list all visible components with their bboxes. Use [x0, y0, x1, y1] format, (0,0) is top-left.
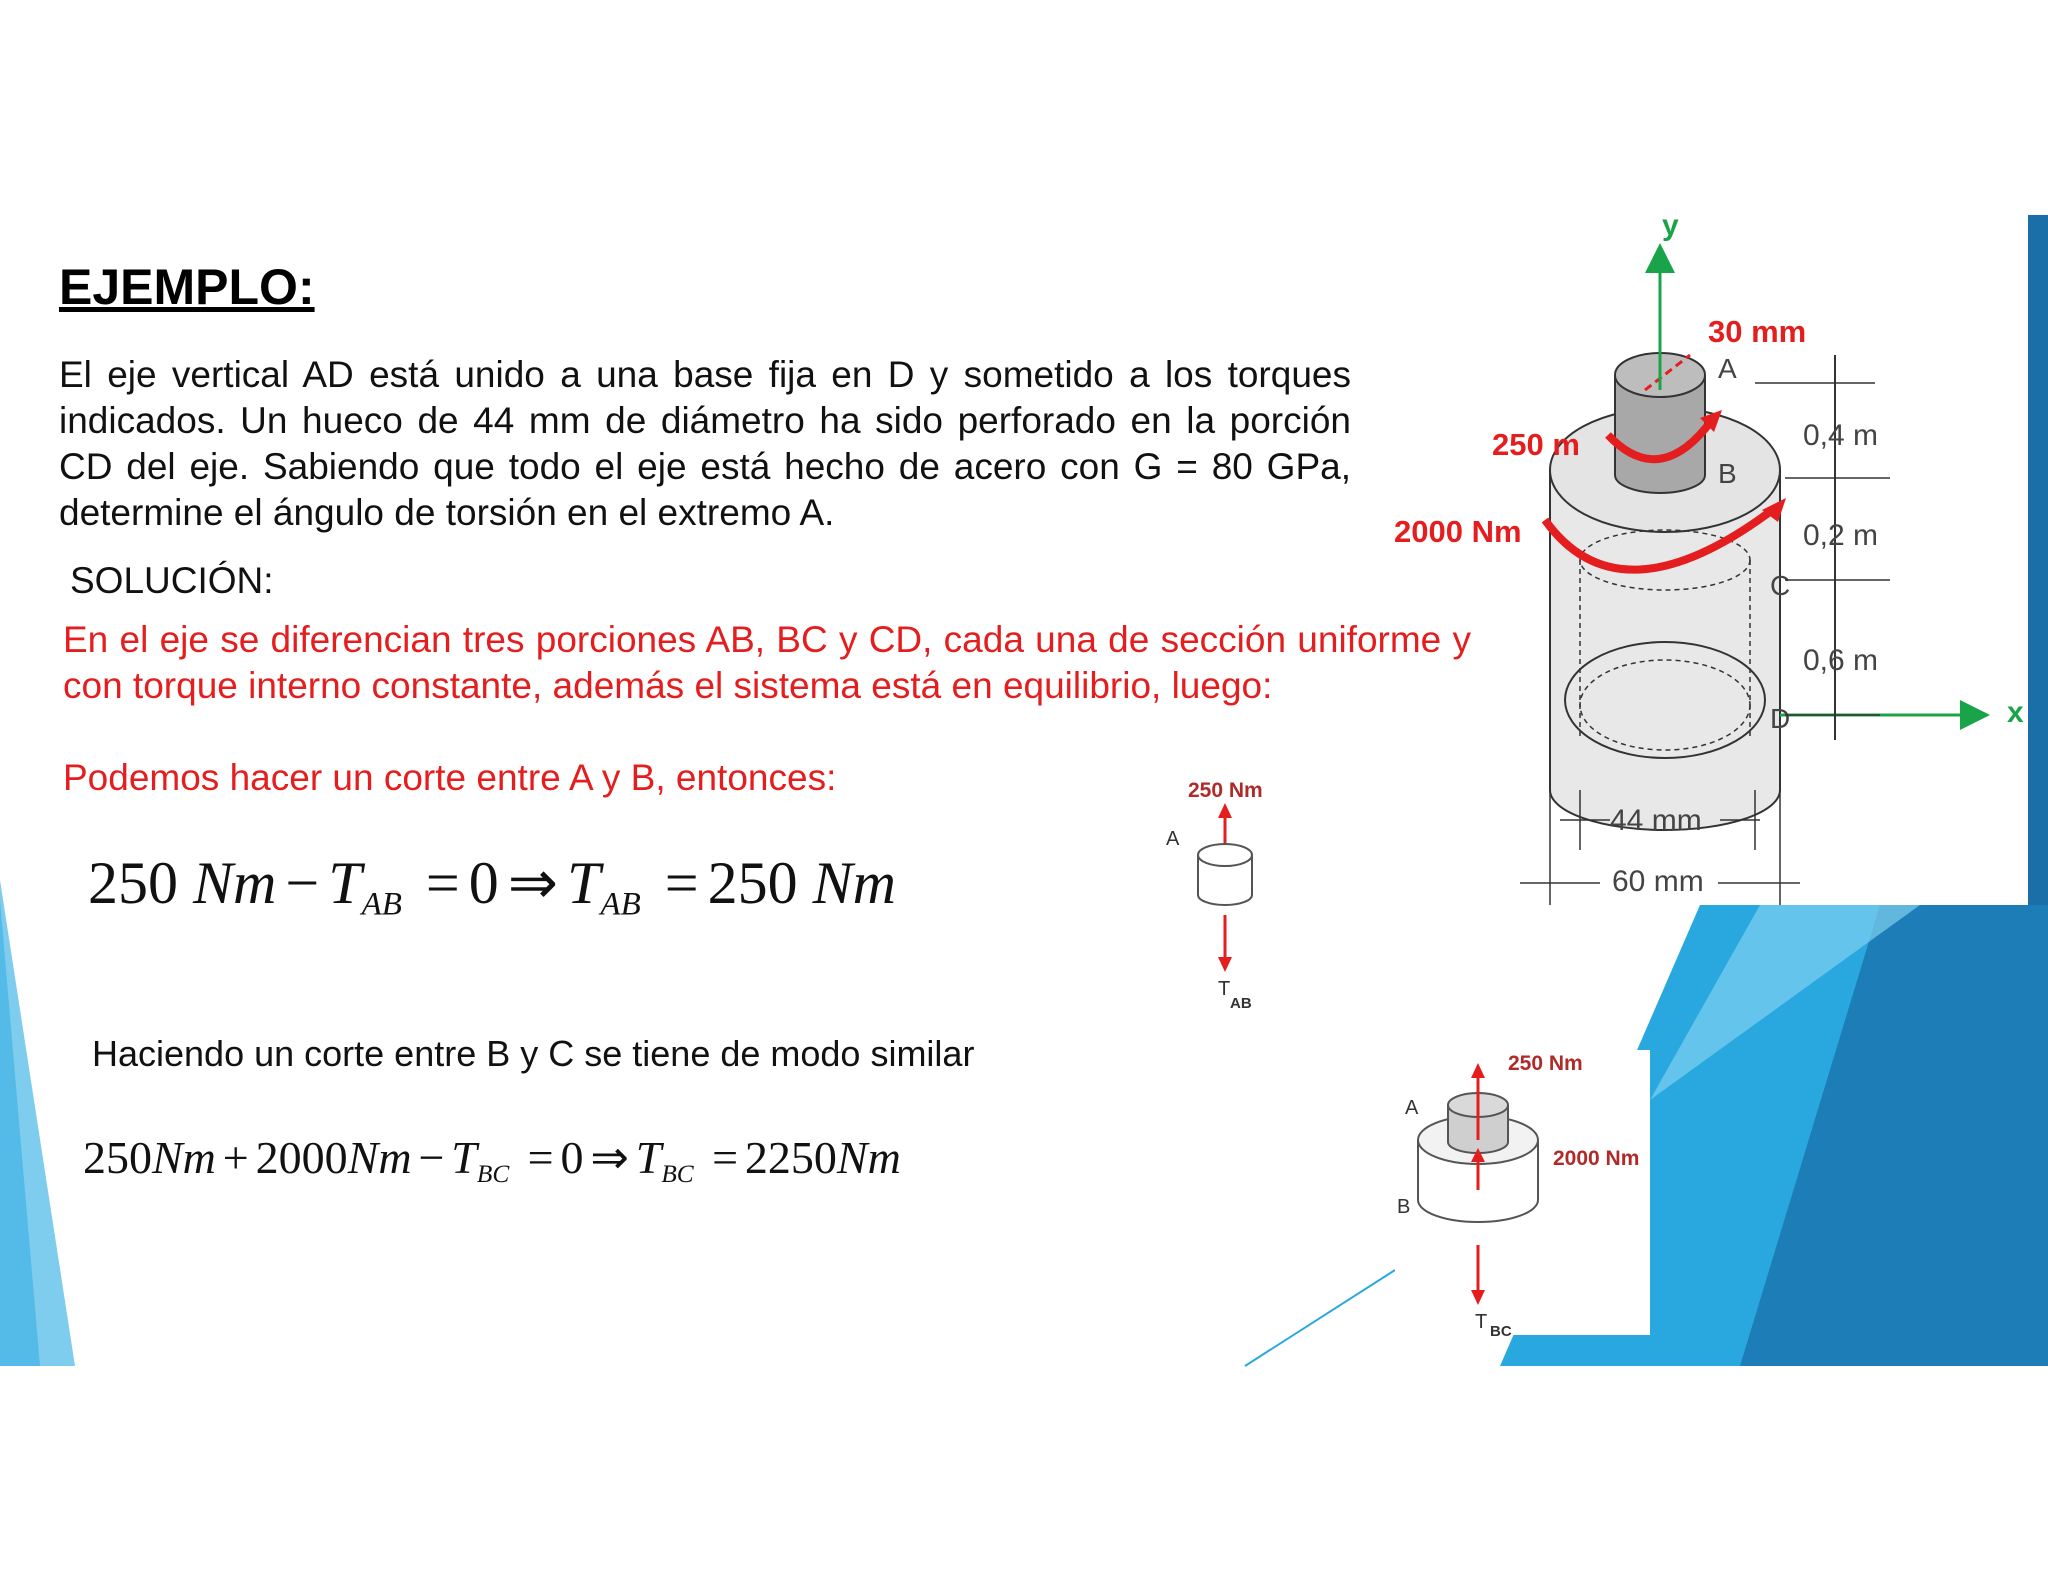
y-axis-label: y [1662, 209, 1679, 242]
fbd-ab-internal-t: T [1218, 978, 1231, 1000]
eq-ab-equals2: = [664, 850, 699, 916]
dia-44-label: 44 mm [1610, 804, 1702, 837]
problem-statement: El eje vertical AD está unido a una base fija en D y sometido a los torques indicados. Un hueco de 44 mm de diámetro ha sido perforado en la porción CD del eje. Sabiendo que todo el eje está hecho de acero con G = 80 GPa, determine el ángulo de torsión en el extremo A. [59, 354, 1351, 533]
fbd-bc-point-a: A [1405, 1097, 1419, 1119]
eq-bc-plus: + [222, 1132, 249, 1183]
eq-bc-equals: = [527, 1132, 554, 1183]
fbd-ab-internal-sub: AB [1230, 995, 1252, 1012]
fbd-ab-down-arrowhead [1218, 957, 1232, 972]
fbd-bc-diagram [1385, 1040, 1650, 1340]
right-thin-line [1245, 1270, 1395, 1366]
eq-bc-result-unit: Nm [836, 1132, 901, 1183]
eq-ab-equals: = [425, 850, 460, 916]
solution-label: SOLUCIÓN: [70, 560, 274, 601]
eq-bc-implies: ⇒ [590, 1132, 629, 1183]
fbd-bc-point-b: B [1397, 1196, 1411, 1218]
eq-ab-result-unit: Nm [812, 850, 896, 916]
eq-bc-term2: 2000 [255, 1132, 348, 1183]
torque-250-label: 250 m [1492, 427, 1580, 462]
eq-ab-minus: − [285, 850, 320, 916]
eq-ab-unit: Nm [193, 850, 277, 916]
eq-bc-unit1: Nm [152, 1132, 216, 1183]
fbd-ab-torque-label: 250 Nm [1188, 779, 1263, 802]
eq-bc-t: T [451, 1132, 477, 1183]
fbd-ab-up-arrowhead [1218, 803, 1232, 818]
fbd-ab-cylinder-top [1198, 844, 1252, 866]
fbd-ab-point-a: A [1166, 828, 1180, 850]
shaft-diagram [1380, 200, 2048, 910]
eq-ab-result: 250 [707, 850, 798, 916]
cut-bc-text: Haciendo un corte entre B y C se tiene de modo similar [92, 1033, 975, 1074]
eq-ab-term: 250 [88, 850, 178, 916]
eq-bc-result: 2250 [744, 1132, 837, 1183]
cut-ab-text: Podemos hacer un corte entre A y B, entonces: [63, 757, 837, 798]
length-04-label: 0,4 m [1803, 419, 1879, 452]
fbd-bc-internal-sub: BC [1490, 1323, 1512, 1340]
eq-bc-t2: T [635, 1132, 662, 1183]
point-d-label: D [1770, 703, 1791, 734]
eq-bc-term1: 250 [83, 1132, 152, 1183]
equation-bc [83, 1130, 901, 1189]
fbd-bc-internal-t: T [1475, 1311, 1488, 1333]
eq-ab-t2: T [567, 850, 601, 916]
equation-ab [88, 848, 896, 924]
eq-ab-t2-sub: AB [600, 886, 641, 923]
fbd-bc-down-arrowhead [1471, 1290, 1485, 1305]
dia-60-label: 60 mm [1612, 865, 1704, 898]
fbd-bc-up-arrowhead [1471, 1063, 1485, 1078]
eq-bc-zero: 0 [560, 1132, 584, 1183]
point-a-label: A [1718, 353, 1737, 384]
fbd-bc-torque-top-label: 250 Nm [1508, 1052, 1583, 1075]
torque-2000-label: 2000 Nm [1394, 514, 1522, 549]
length-02-label: 0,2 m [1803, 519, 1879, 552]
x-axis-label: x [2007, 696, 2024, 729]
dim-30-label: 30 mm [1708, 314, 1807, 349]
point-c-label: C [1770, 570, 1791, 601]
point-b-label: B [1718, 458, 1737, 489]
fbd-ab-diagram [1160, 770, 1300, 1020]
eq-ab-t: T [328, 850, 362, 916]
eq-ab-t-sub: AB [361, 886, 402, 923]
eq-bc-t2-sub: BC [661, 1159, 694, 1188]
eq-bc-t-sub: BC [476, 1159, 510, 1188]
eq-ab-zero: 0 [468, 850, 499, 916]
page-title: EJEMPLO: [59, 259, 315, 315]
fbd-bc-torque-side-label: 2000 Nm [1553, 1147, 1640, 1170]
solution-text: En el eje se diferencian tres porciones AB, BC y CD, cada una de sección uniforme y con torque interno constante, además el sistema está en equilibrio, luego: [63, 619, 1471, 706]
eq-bc-minus: − [418, 1132, 445, 1183]
eq-ab-implies: ⇒ [507, 850, 559, 916]
length-06-label: 0,6 m [1803, 644, 1879, 677]
eq-bc-equals2: = [712, 1132, 739, 1183]
eq-bc-unit2: Nm [347, 1132, 412, 1183]
